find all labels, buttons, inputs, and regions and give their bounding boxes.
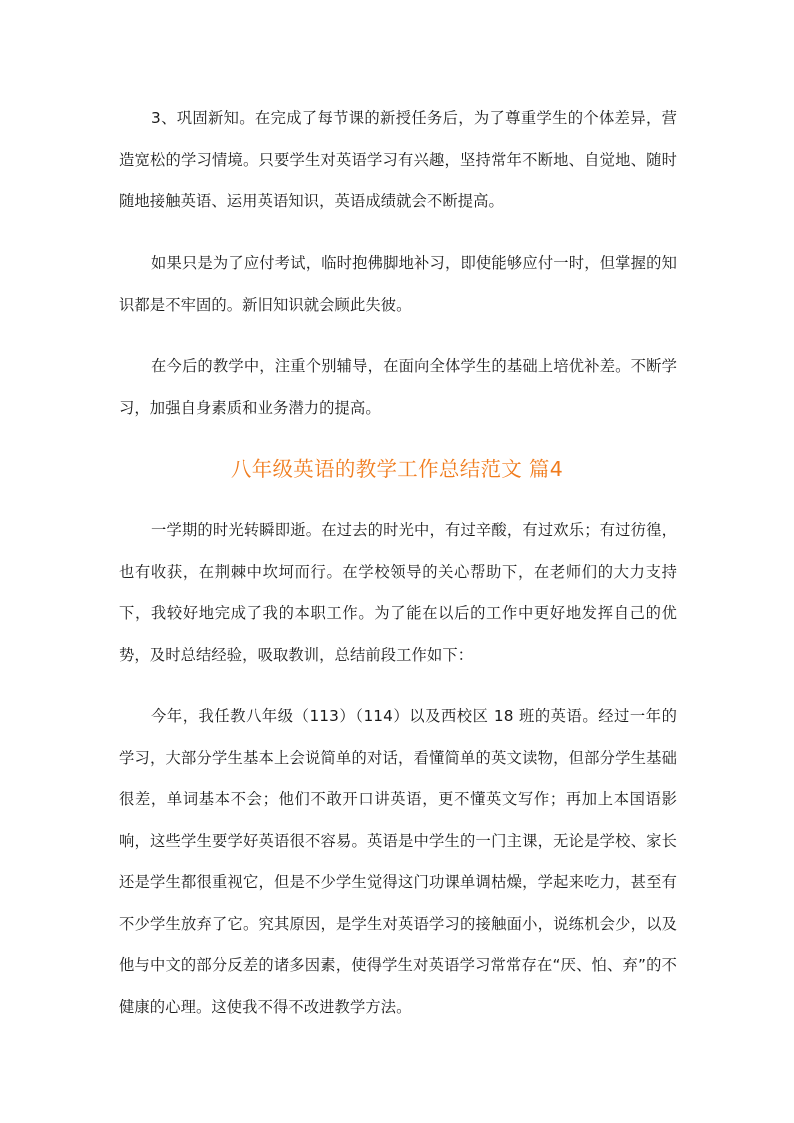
paragraph-semester-intro: 一学期的时光转瞬即逝。在过去的时光中，有过辛酸，有过欢乐；有过彷徨，也有收获，在荆棘中坎坷而行。在学校领导的关心帮助下，在老师们的大力支持下，我较好地完成了我的本职工作。为了能在以后的工作中更好地发挥自己的优势，及时总结经验，吸取教训，总结前段工作如下： [119,521,677,664]
paragraph-class-situation: 今年，我任教八年级（113）（114）以及西校区 18 班的英语。经过一年的学习，大部分学生基本上会说简单的对话，看懂简单的英文读物，但部分学生基础很差，单词基本不会；他们不敢开口讲英语，更不懂英文写作；再加上本国语影响，这些学生要学好英语很不容易。英语是中学生的一门主课，无论是学校、家长还是学生都很重视它，但是不少学生觉得这门功课单调枯燥，学起来吃力，甚至有不少学生放弃了它。究其原因，是学生对英语学习的接触面小，说练机会少，以及他与中文的部分反差的诸多因素，使得学生对英语学习常常存在“厌、怕、弃”的不健康的心理。这使我不得不改进教学方法。 [119,707,677,1016]
paragraph-consolidate-knowledge: 3、巩固新知。在完成了每节课的新授任务后，为了尊重学生的个体差异，营造宽松的学习情境。只要学生对英语学习有兴趣，坚持常年不断地、自觉地、随时随地接触英语、运用英语知识，英语成绩就会不断提高。 [119,109,677,210]
section-heading: 八年级英语的教学工作总结范文 篇4 [230,457,564,481]
paragraph-future-teaching: 在今后的教学中，注重个别辅导，在面向全体学生的基础上培优补差。不断学习，加强自身素质和业务潜力的提高。 [119,357,677,417]
paragraph-exam-cramming: 如果只是为了应付考试，临时抱佛脚地补习，即使能够应付一时，但掌握的知识都是不牢固的。新旧知识就会顾此失彼。 [119,254,677,314]
